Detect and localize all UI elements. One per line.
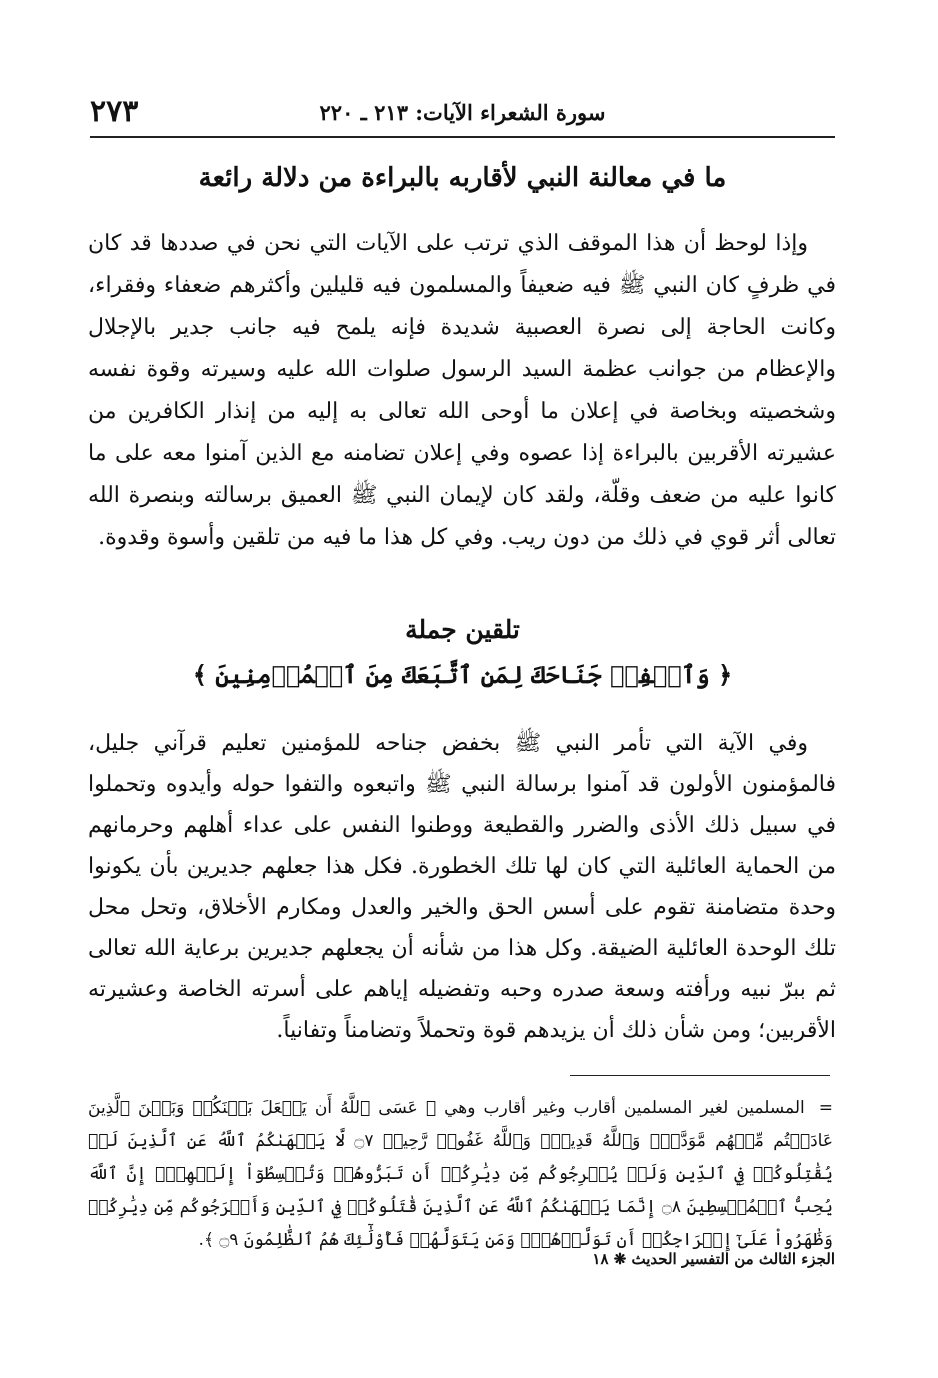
paragraph-1 bbox=[88, 223, 836, 559]
page-header bbox=[90, 92, 835, 138]
footnote bbox=[88, 1092, 833, 1257]
quran-verse: ﴿ وَٱخۡفِضۡ جَنَاحَكَ لِمَنِ ٱتَّبَعَكَ مِنَ ٱلۡمُؤۡمِنِينَ ﴾ bbox=[192, 660, 733, 689]
footnote-text: المسلمين لغير المسلمين أقارب وغير أقارب وهي ﴿ عَسَى ٱللَّهُ أَن يَجۡعَلَ بَيۡنَكُمۡ وَبَيۡنَ ٱلَّذِينَ عَادَيۡتُم مِّنۡهُم مَّوَدَّةٗۚ وَٱللَّهُ قَدِيرٞۚ وَٱللَّهُ غَفُورٞ رَّحِيمٞ ۝٧ لَّا يَنۡهَىٰكُمُ ٱللَّهُ عَنِ ٱلَّذِينَ لَمۡ يُقَٰتِلُوكُمۡ فِي ٱلدِّينِ وَلَمۡ يُخۡرِجُوكُم مِّن دِيَٰرِكُمۡ أَن تَبَرُّوهُمۡ وَتُقۡسِطُوٓاْ إِلَيۡهِمۡۚ إِنَّ ٱللَّهَ يُحِبُّ ٱلۡمُقۡسِطِينَ ۝٨ إِنَّمَا يَنۡهَىٰكُمُ ٱللَّهُ عَنِ ٱلَّذِينَ قَٰتَلُوكُمۡ فِي ٱلدِّينِ وَأَخۡرَجُوكُم مِّن دِيَٰرِكُمۡ وَظَٰهَرُواْ عَلَىٰٓ إِخۡرَاجِكُمۡ أَن تَوَلَّوۡهُمۡۚ وَمَن يَتَوَلَّهُمۡ فَأُوْلَٰٓئِكَ هُمُ ٱلظَّٰلِمُونَ ۝٩ ﴾. bbox=[88, 1098, 833, 1250]
footnote-divider bbox=[570, 1075, 830, 1076]
paragraph-2 bbox=[88, 723, 836, 1051]
section-title-2: تلقين جملة bbox=[405, 615, 520, 644]
footnote-marker: = bbox=[818, 1098, 833, 1118]
page-number: ٢٧٣ bbox=[90, 94, 139, 129]
paragraph-2-text: وفي الآية التي تأمر النبي ﷺ بخفض جناحه للمؤمنين تعليم قرآني جليل، فالمؤمنون الأولون قد آمنوا برسالة النبي ﷺ واتبعوه والتفوا حوله وأيدوه وتحملوا في سبيل ذلك الأذى والضرر والقطيعة ووطنوا النفس على عداء أهلهم وحرمانهم من الحماية العائلية التي كان لها تلك الخطورة. فكل هذا جعلهم جديرين بأن يكونوا وحدة متضامنة تقوم على أسس الحق والخير والعدل ومكارم الأخلاق، وتحل محل تلك الوحدة العائلية الضيقة. وكل هذا من شأنه أن يجعلهم جديرين برعاية الله تعالى ثم ببرّ نبيه ورأفته وسعة صدره وحبه وتفضيله إياهم على أسرته الخاصة وعشيرته الأقربين؛ ومن شأن ذلك أن يزيدهم قوة وتحملاً وتضامناً وتفانياً. bbox=[88, 731, 837, 1043]
section-title-1: ما في معالنة النبي لأقاربه بالبراءة من دلالة رائعة bbox=[198, 163, 727, 193]
printer-signature: الجزء الثالث من التفسير الحديث ❋ ١٨ bbox=[592, 1250, 835, 1268]
running-head: سورة الشعراء الآيات: ٢١٣ ـ ٢٢٠ bbox=[319, 100, 606, 125]
paragraph-1-text: وإذا لوحظ أن هذا الموقف الذي ترتب على الآيات التي نحن في صددها قد كان في ظرفٍ كان النبي ﷺ فيه ضعيفاً والمسلمون فيه قليلين وأكثرهم ضعفاء وفقراء، وكانت الحاجة إلى نصرة العصبية شديدة فإنه يلمح فيه جانب جدير بالإجلال والإعظام من جوانب عظمة السيد الرسول صلوات الله عليه وسيرته وقوة نفسه وشخصيته وبخاصة في إعلان ما أوحى الله تعالى به إليه من إنذار الكافرين من عشيرته الأقربين بالبراءة إذا عصوه وفي إعلان تضامنه مع الذين آمنوا معه على ما كانوا عليه من ضعف وقلّة، ولقد كان لإيمان النبي ﷺ العميق برسالته وبنصرة الله تعالى أثر قوي في ذلك من دون ريب. وفي كل هذا ما فيه من تلقين وأسوة وقدوة. bbox=[88, 231, 836, 550]
